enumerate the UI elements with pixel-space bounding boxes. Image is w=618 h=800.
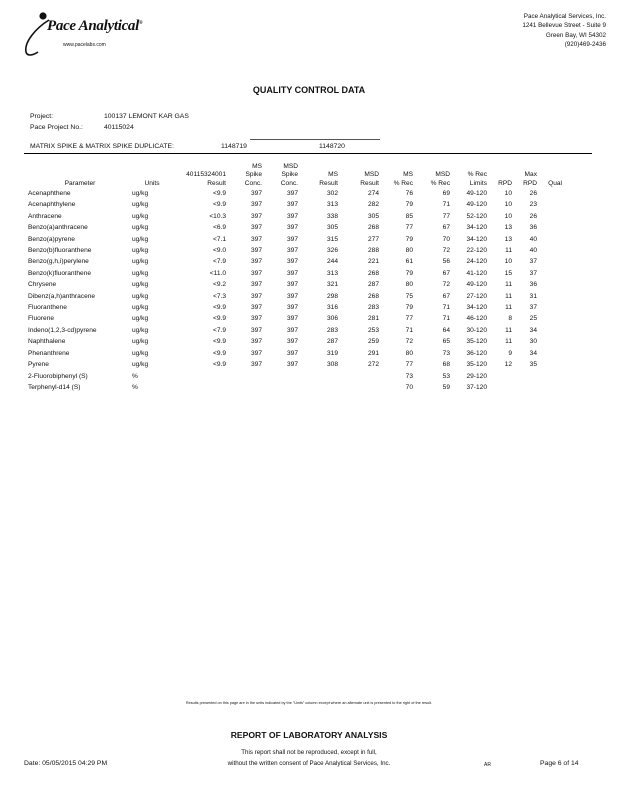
disclaimer-line1: This report shall not be reproduced, except in full, <box>241 749 377 756</box>
table-row <box>28 348 562 359</box>
table-cell: 79 <box>405 269 413 277</box>
lab-address-line2: Green Bay, WI 54302 <box>545 31 606 39</box>
table-cell <box>537 348 562 359</box>
table-cell: 397 <box>250 338 262 346</box>
table-cell: 77 <box>405 315 413 323</box>
table-cell: 37 <box>529 304 537 312</box>
spike-id-ms: 1148719 <box>221 143 247 150</box>
table-cell: 397 <box>286 212 298 220</box>
table-row <box>28 359 562 370</box>
table-cell: 22-120 <box>466 247 487 255</box>
table-cell <box>537 188 562 199</box>
table-cell: 27-120 <box>466 292 487 300</box>
table-cell: 397 <box>250 281 262 289</box>
table-cell <box>512 382 537 393</box>
table-cell: 72 <box>442 281 450 289</box>
table-cell: 36 <box>529 224 537 232</box>
table-cell <box>487 382 512 393</box>
table-cell: 79 <box>405 235 413 243</box>
table-cell: 64 <box>442 326 450 334</box>
table-cell: ug/kg <box>132 247 149 255</box>
project-label: Project: <box>30 113 54 120</box>
table-cell: 35-120 <box>466 361 487 369</box>
spike-id-msd: 1148720 <box>319 143 345 150</box>
table-cell: ug/kg <box>132 201 149 209</box>
table-cell: 397 <box>250 361 262 369</box>
table-cell: 291 <box>367 349 379 357</box>
table-cell: 321 <box>326 281 338 289</box>
table-cell: 11 <box>505 338 512 346</box>
header-msd-rec: MSD % Rec <box>430 171 450 187</box>
table-cell: 397 <box>286 338 298 346</box>
page-number: Page 6 of 14 <box>540 760 579 767</box>
table-cell: 26 <box>529 190 537 197</box>
table-cell <box>537 359 562 370</box>
table-cell: 37 <box>529 269 537 277</box>
table-cell <box>537 302 562 313</box>
table-cell: 71 <box>442 201 450 209</box>
pace-project-value: 40115024 <box>104 124 134 131</box>
table-cell: 49-120 <box>466 190 487 197</box>
table-cell: ug/kg <box>132 338 149 346</box>
table-cell: 397 <box>250 190 262 197</box>
disclaimer-line2: without the written consent of Pace Analytical Services, Inc. <box>227 760 391 767</box>
table-row <box>28 302 562 313</box>
table-cell: 10 <box>504 212 512 220</box>
table-cell: <9.9 <box>212 349 226 357</box>
table-cell: 70 <box>405 383 413 391</box>
table-cell: <9.9 <box>212 315 226 323</box>
table-cell <box>226 382 262 393</box>
table-cell <box>537 313 562 324</box>
table-cell: 71 <box>442 304 450 312</box>
table-cell <box>262 382 298 393</box>
table-cell: ug/kg <box>132 258 149 266</box>
table-cell: 34-120 <box>466 235 487 243</box>
table-cell: Fluoranthene <box>28 304 67 312</box>
table-cell: 11 <box>505 304 512 312</box>
table-cell <box>298 382 338 393</box>
pace-project-label: Pace Project No.: <box>30 124 83 131</box>
header-units: Units <box>144 179 160 187</box>
table-cell: <10.3 <box>209 212 226 220</box>
table-cell: 11 <box>505 247 512 255</box>
table-cell: Fluorene <box>28 315 55 323</box>
table-cell: 30-120 <box>466 326 487 334</box>
divider <box>250 139 380 140</box>
table-cell: 397 <box>250 326 262 334</box>
table-cell: 65 <box>442 338 450 346</box>
table-cell: Acenaphthylene <box>28 201 76 209</box>
table-cell: 268 <box>367 292 379 300</box>
lab-address-line1: 1241 Bellevue Street - Suite 9 <box>522 22 606 30</box>
table-cell: 59 <box>442 383 450 391</box>
table-cell: ug/kg <box>132 235 149 243</box>
table-cell: 80 <box>405 247 413 255</box>
table-cell: Benzo(a)anthracene <box>28 224 88 232</box>
table-cell <box>537 245 562 256</box>
table-cell: <9.9 <box>212 338 226 346</box>
table-cell: ug/kg <box>132 281 149 289</box>
header-result: 40115324001 Result <box>186 171 226 187</box>
table-cell: 53 <box>442 372 450 380</box>
table-cell <box>338 382 379 393</box>
header-msd-result: MSD Result <box>360 171 379 187</box>
table-cell: 71 <box>442 315 450 323</box>
table-cell: ug/kg <box>132 315 149 323</box>
table-cell: 397 <box>286 258 298 266</box>
table-cell: 13 <box>504 235 512 243</box>
table-cell: 70 <box>442 235 450 243</box>
table-cell <box>338 371 379 382</box>
page-title: QUALITY CONTROL DATA <box>252 85 366 95</box>
table-cell: 13 <box>504 224 512 232</box>
table-cell: 15 <box>504 269 512 277</box>
table-cell: 67 <box>442 292 450 300</box>
table-cell: 305 <box>326 224 338 232</box>
table-cell: 397 <box>250 247 262 255</box>
table-cell: 259 <box>367 338 379 346</box>
table-cell: Chrysene <box>28 281 57 289</box>
table-cell: 67 <box>442 269 450 277</box>
table-cell: 397 <box>250 258 262 266</box>
table-cell: 397 <box>250 292 262 300</box>
table-cell <box>172 371 226 382</box>
table-cell: ug/kg <box>132 326 149 334</box>
table-cell: ug/kg <box>132 349 149 357</box>
table-cell: ug/kg <box>132 269 149 277</box>
table-cell: 37 <box>529 258 537 266</box>
table-cell: ug/kg <box>132 292 149 300</box>
table-row <box>28 313 562 324</box>
table-cell: 24-120 <box>466 258 487 266</box>
table-cell: 10 <box>504 190 512 197</box>
table-cell: <9.9 <box>212 201 226 209</box>
table-cell <box>537 256 562 267</box>
table-cell: 80 <box>405 281 413 289</box>
table-cell: 244 <box>326 258 338 266</box>
table-cell: 29-120 <box>466 372 487 380</box>
table-cell: <9.0 <box>212 247 226 255</box>
table-cell: <9.2 <box>212 281 226 289</box>
table-cell: 274 <box>367 190 379 197</box>
table-cell <box>487 371 512 382</box>
table-cell <box>537 371 562 382</box>
table-cell: 397 <box>286 315 298 323</box>
table-cell <box>172 382 226 393</box>
table-cell: 79 <box>405 201 413 209</box>
header-qual: Qual <box>548 179 562 187</box>
table-cell: Benzo(a)pyrene <box>28 235 75 243</box>
table-cell: 34 <box>529 326 537 334</box>
table-cell: <7.9 <box>212 326 226 334</box>
table-cell: ug/kg <box>132 304 149 312</box>
table-cell: 49-120 <box>466 281 487 289</box>
table-cell: 397 <box>250 269 262 277</box>
table-cell: 40 <box>529 235 537 243</box>
table-cell: 397 <box>286 361 298 369</box>
table-cell: 397 <box>250 201 262 209</box>
table-cell: Dibenz(a,h)anthracene <box>28 292 96 300</box>
table-row <box>28 325 562 336</box>
table-cell: 397 <box>286 224 298 232</box>
table-cell: 316 <box>326 304 338 312</box>
table-cell <box>537 291 562 302</box>
table-cell: 23 <box>529 201 537 209</box>
table-cell: 34-120 <box>466 304 487 312</box>
table-cell: Phenanthrene <box>28 349 70 357</box>
table-cell: % <box>132 372 138 380</box>
table-cell: 397 <box>250 304 262 312</box>
project-value: 100137 LEMONT KAR GAS <box>104 113 189 120</box>
table-cell <box>537 382 562 393</box>
table-cell: 277 <box>367 235 379 243</box>
table-cell: 397 <box>286 201 298 209</box>
header-parameter: Parameter <box>64 179 96 187</box>
table-cell: ug/kg <box>132 224 149 232</box>
table-cell: ug/kg <box>132 361 149 369</box>
table-cell: 79 <box>405 304 413 312</box>
table-cell: 67 <box>442 224 450 232</box>
table-row <box>28 268 562 279</box>
lab-address-block <box>406 12 606 49</box>
table-row <box>28 188 562 199</box>
table-cell: 397 <box>286 349 298 357</box>
table-row <box>28 279 562 290</box>
lab-phone: (920)469-2436 <box>564 40 606 48</box>
table-cell: <6.9 <box>212 224 226 232</box>
table-cell: 75 <box>405 292 413 300</box>
table-row <box>28 234 562 245</box>
table-cell: 305 <box>367 212 379 220</box>
table-cell: 326 <box>326 247 338 255</box>
table-cell: 61 <box>405 258 413 266</box>
table-cell: 315 <box>326 235 338 243</box>
table-cell: 77 <box>405 361 413 369</box>
table-row <box>28 211 562 222</box>
table-cell <box>537 336 562 347</box>
table-cell: 397 <box>286 235 298 243</box>
table-cell: 34-120 <box>466 224 487 232</box>
table-cell <box>512 371 537 382</box>
header-rpd: RPD <box>498 179 512 187</box>
table-cell: 308 <box>326 361 338 369</box>
table-cell: 302 <box>326 190 338 197</box>
table-cell: 268 <box>367 269 379 277</box>
table-cell: 72 <box>442 247 450 255</box>
table-row <box>28 382 562 393</box>
table-cell <box>537 211 562 222</box>
table-cell <box>537 234 562 245</box>
table-cell: 397 <box>286 269 298 277</box>
table-cell: 12 <box>504 361 512 369</box>
table-cell: 11 <box>505 326 512 334</box>
table-cell: 397 <box>286 281 298 289</box>
table-row <box>28 245 562 256</box>
table-cell: 31 <box>529 292 537 300</box>
table-cell: 268 <box>367 224 379 232</box>
table-row <box>28 291 562 302</box>
table-cell: 287 <box>326 338 338 346</box>
spike-title: MATRIX SPIKE & MATRIX SPIKE DUPLICATE: <box>30 143 174 150</box>
table-cell: 36 <box>529 281 537 289</box>
table-cell: Terphenyl-d14 (S) <box>28 383 81 391</box>
table-cell: 2-Fluorobiphenyl (S) <box>28 372 88 380</box>
table-cell: 35-120 <box>466 338 487 346</box>
table-cell: <7.9 <box>212 258 226 266</box>
table-cell: Acenaphthene <box>28 190 71 197</box>
table-cell: 41-120 <box>466 269 487 277</box>
table-cell: <11.0 <box>209 269 226 277</box>
table-cell: 397 <box>286 326 298 334</box>
table-cell: 10 <box>504 201 512 209</box>
table-cell: 272 <box>367 361 379 369</box>
table-cell: 298 <box>326 292 338 300</box>
table-cell: 34 <box>529 349 537 357</box>
report-date: Date: 05/05/2015 04:29 PM <box>24 760 108 767</box>
table-cell: Benzo(g,h,i)perylene <box>28 258 89 266</box>
header-rec-limits: % Rec Limits <box>467 171 487 187</box>
table-cell: 397 <box>286 247 298 255</box>
table-row <box>28 336 562 347</box>
header-max-rpd: Max RPD <box>523 171 537 187</box>
table-cell: 397 <box>250 224 262 232</box>
table-cell: 40 <box>529 247 537 255</box>
table-cell <box>537 222 562 233</box>
pace-logo-url: www.pacelabs.com <box>63 42 106 48</box>
table-cell: 313 <box>326 269 338 277</box>
table-cell: ug/kg <box>132 212 149 220</box>
table-cell <box>298 371 338 382</box>
table-cell: 73 <box>442 349 450 357</box>
table-cell: 397 <box>286 190 298 197</box>
table-cell: 281 <box>367 315 379 323</box>
table-row <box>28 199 562 210</box>
table-cell: 397 <box>250 212 262 220</box>
table-cell: 283 <box>367 304 379 312</box>
table-cell: 35 <box>529 361 537 369</box>
table-cell: 397 <box>250 235 262 243</box>
table-cell: <9.9 <box>212 190 226 197</box>
table-cell: 10 <box>504 258 512 266</box>
table-cell: 397 <box>286 292 298 300</box>
qc-table-header <box>28 154 562 188</box>
table-row <box>28 222 562 233</box>
table-cell <box>262 371 298 382</box>
header-ms-result: MS Result <box>319 171 338 187</box>
table-cell: 221 <box>367 258 379 266</box>
table-cell: Pyrene <box>28 361 49 369</box>
table-cell: 37-120 <box>466 383 487 391</box>
table-cell: 76 <box>405 190 413 197</box>
table-cell: 77 <box>442 212 450 220</box>
table-cell: <7.3 <box>212 292 226 300</box>
table-row <box>28 256 562 267</box>
table-cell: 397 <box>250 349 262 357</box>
table-cell: 397 <box>286 304 298 312</box>
table-cell <box>537 279 562 290</box>
table-cell: 282 <box>367 201 379 209</box>
table-cell: 80 <box>405 349 413 357</box>
table-cell <box>537 268 562 279</box>
table-cell: Naphthalene <box>28 338 66 346</box>
lab-name: Pace Analytical Services, Inc. <box>523 13 606 20</box>
table-cell: 8 <box>508 315 512 323</box>
table-cell: 69 <box>442 190 450 197</box>
header-ms-rec: MS % Rec <box>393 171 413 187</box>
analyst-initials: AR <box>484 762 491 768</box>
pace-logo-text: Pace Analytical® <box>47 18 143 34</box>
table-cell: % <box>132 383 138 391</box>
table-cell: ug/kg <box>132 190 149 197</box>
table-cell: <9.9 <box>212 361 226 369</box>
table-row <box>28 371 562 382</box>
table-cell: 52-120 <box>466 212 487 220</box>
qc-table <box>28 154 562 393</box>
table-cell: Benzo(k)fluoranthene <box>28 269 92 277</box>
table-cell: 288 <box>367 247 379 255</box>
table-cell: 9 <box>508 349 512 357</box>
table-cell: 73 <box>405 372 413 380</box>
table-cell: Indeno(1,2,3-cd)pyrene <box>28 326 97 334</box>
table-cell: 68 <box>442 361 450 369</box>
table-cell: Anthracene <box>28 212 62 220</box>
table-cell: 72 <box>405 338 413 346</box>
table-cell: Benzo(b)fluoranthene <box>28 247 92 255</box>
table-cell: 11 <box>505 281 512 289</box>
table-cell: 36-120 <box>466 349 487 357</box>
header-ms-spike: MS Spike Conc. <box>244 162 262 187</box>
table-cell: 77 <box>405 224 413 232</box>
table-cell: 25 <box>529 315 537 323</box>
table-cell: 253 <box>367 326 379 334</box>
table-cell <box>537 199 562 210</box>
table-cell: 26 <box>529 212 537 220</box>
table-cell: 338 <box>326 212 338 220</box>
table-cell: <7.1 <box>212 235 226 243</box>
table-cell: 49-120 <box>466 201 487 209</box>
table-cell <box>226 371 262 382</box>
table-cell: 56 <box>442 258 450 266</box>
table-cell <box>537 325 562 336</box>
units-footnote: Results presented on this page are in the units indicated by the "Units" column except where an alternate unit is presented to the right of the result. <box>185 701 433 705</box>
table-cell: <9.9 <box>212 304 226 312</box>
table-cell: 313 <box>326 201 338 209</box>
report-title: REPORT OF LABORATORY ANALYSIS <box>230 730 388 740</box>
table-cell: 287 <box>367 281 379 289</box>
table-cell: 85 <box>405 212 413 220</box>
table-cell: 11 <box>505 292 512 300</box>
header-msd-spike: MSD Spike Conc. <box>280 162 298 187</box>
table-cell: 283 <box>326 326 338 334</box>
table-cell: 46-120 <box>466 315 487 323</box>
table-cell: 319 <box>326 349 338 357</box>
table-cell: 30 <box>529 338 537 346</box>
table-cell: 397 <box>250 315 262 323</box>
table-cell: 306 <box>326 315 338 323</box>
table-cell: 71 <box>405 326 413 334</box>
